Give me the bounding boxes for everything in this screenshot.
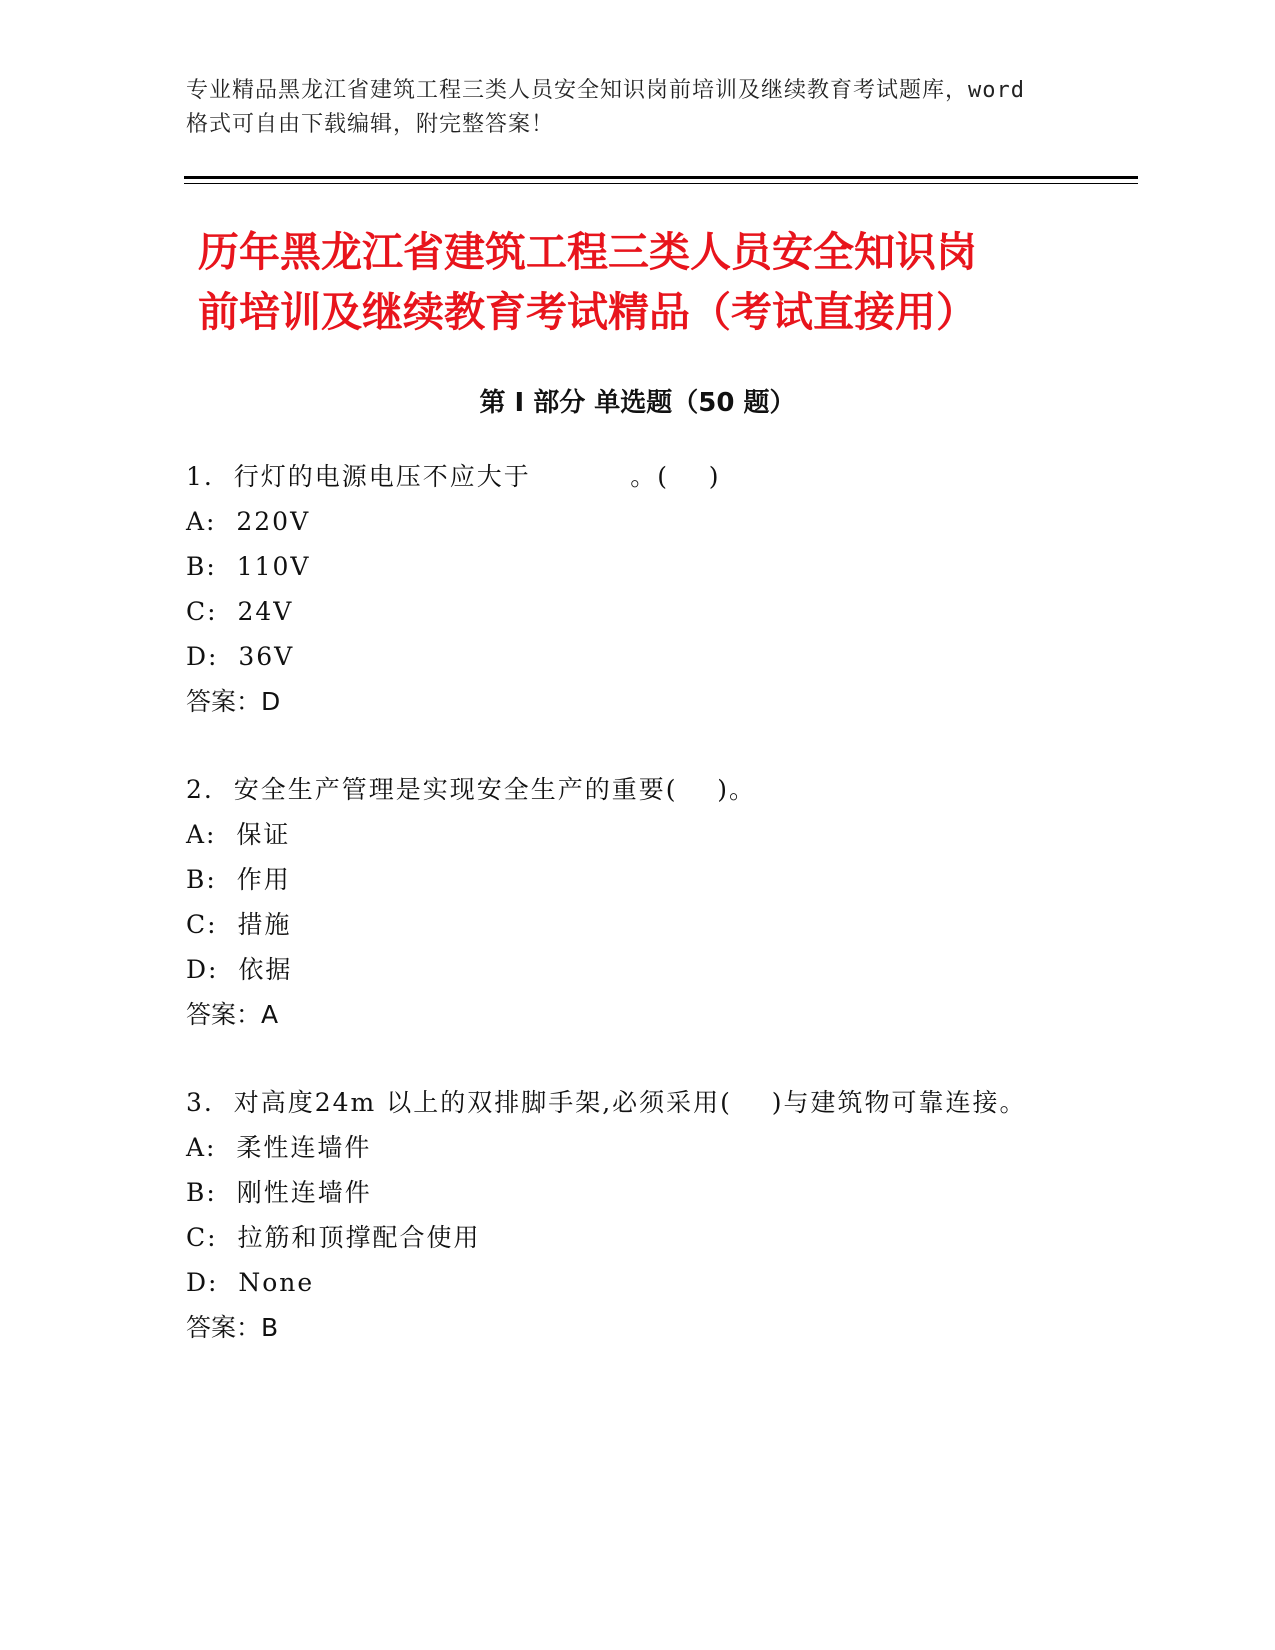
- header-note-line1: 专业精品黑龙江省建筑工程三类人员安全知识岗前培训及继续教育考试题库，word: [186, 78, 1025, 103]
- question-2: [186, 767, 1146, 1037]
- option-a: A: 保证: [186, 820, 291, 849]
- answer-line: 答案：B: [186, 1313, 279, 1342]
- option-a: A: 220V: [186, 507, 311, 536]
- question-stem: 1. 行灯的电源电压不应大于 。( ): [186, 462, 721, 491]
- option-b: B: 刚性连墙件: [186, 1178, 372, 1207]
- section-heading: 第 I 部分 单选题（50 题）: [479, 388, 796, 418]
- answer-line: 答案：A: [186, 1000, 279, 1029]
- option-c: C: 拉筋和顶撑配合使用: [186, 1223, 481, 1252]
- option-d: D: 依据: [186, 955, 293, 984]
- option-a: A: 柔性连墙件: [186, 1133, 372, 1162]
- question-1: [186, 454, 1146, 724]
- option-c: C: 24V: [186, 597, 294, 626]
- document-title: [198, 222, 1098, 342]
- document-title-line2: 前培训及继续教育考试精品（考试直接用）: [198, 288, 977, 336]
- document-title-line1: 历年黑龙江省建筑工程三类人员安全知识岗: [198, 228, 977, 276]
- question-stem: 2. 安全生产管理是实现安全生产的重要( )。: [186, 775, 757, 804]
- header-note-line2: 格式可自由下载编辑，附完整答案！: [186, 112, 555, 137]
- question-stem: 3. 对高度24m 以上的双排脚手架,必须采用( )与建筑物可靠连接。: [186, 1088, 1027, 1117]
- header-note: [186, 74, 1086, 142]
- option-c: C: 措施: [186, 910, 292, 939]
- option-d: D: 36V: [186, 642, 295, 671]
- question-3: [186, 1080, 1146, 1350]
- option-d: D: None: [186, 1268, 315, 1297]
- answer-line: 答案：D: [186, 687, 281, 716]
- header-divider-thin: [184, 183, 1138, 184]
- option-b: B: 作用: [186, 865, 291, 894]
- header-divider-thick: [184, 176, 1138, 179]
- option-b: B: 110V: [186, 552, 311, 581]
